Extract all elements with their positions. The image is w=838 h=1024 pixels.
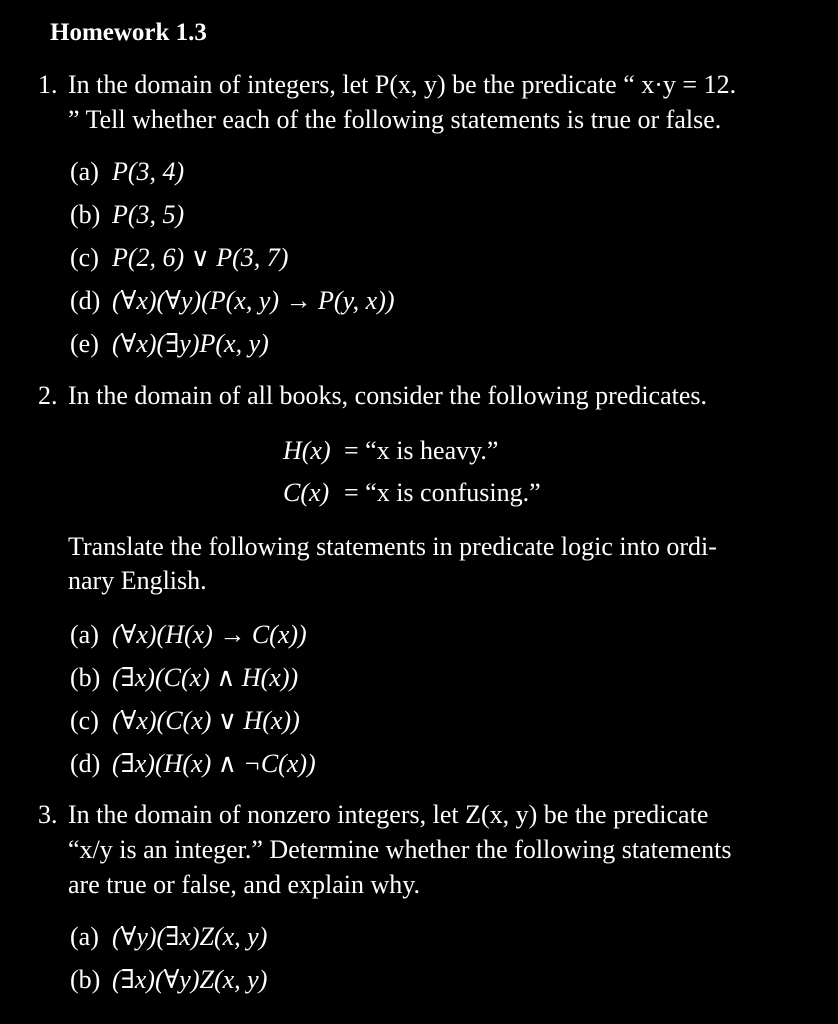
definition-lhs: C(x) bbox=[283, 478, 330, 507]
definition-rhs: = “x is confusing.” bbox=[344, 478, 541, 507]
item-expression: (∃x)(C(x) ∧ H(x)) bbox=[112, 663, 299, 692]
item-label: (b) bbox=[70, 200, 101, 229]
item-label: (b) bbox=[70, 965, 101, 994]
item-label: (a) bbox=[70, 922, 99, 951]
item-label: (c) bbox=[70, 706, 99, 735]
item-expression: (∀x)(C(x) ∨ H(x)) bbox=[112, 706, 300, 735]
item-expression: (∃x)(∀y)Z(x, y) bbox=[112, 965, 268, 994]
problem-number: 3. bbox=[38, 800, 58, 829]
item-expression: (∀x)(H(x) → C(x)) bbox=[112, 620, 307, 649]
problem-text: ” Tell whether each of the following statements is true or false. bbox=[68, 105, 722, 134]
item-expression: P(3, 5) bbox=[112, 200, 185, 229]
problem-text: are true or false, and explain why. bbox=[68, 870, 421, 899]
problem-text: Translate the following statements in predicate logic into ordi- bbox=[68, 532, 717, 561]
problem-text: “x/y is an integer.” Determine whether the following statements bbox=[68, 835, 732, 864]
item-expression: P(2, 6) ∨ P(3, 7) bbox=[112, 243, 289, 272]
problem-number: 1. bbox=[38, 70, 58, 99]
item-label: (c) bbox=[70, 243, 99, 272]
problem-text: In the domain of integers, let P(x, y) be the predicate “ x·y = 12. bbox=[68, 70, 737, 99]
problem-number: 2. bbox=[38, 381, 58, 410]
item-expression: (∀y)(∃x)Z(x, y) bbox=[112, 922, 268, 951]
item-expression: (∃x)(H(x) ∧ ¬C(x)) bbox=[112, 749, 316, 778]
item-label: (a) bbox=[70, 620, 99, 649]
item-label: (d) bbox=[70, 749, 101, 778]
item-expression: P(3, 4) bbox=[112, 157, 185, 186]
definition-rhs: = “x is heavy.” bbox=[344, 436, 499, 465]
item-label: (a) bbox=[70, 157, 99, 186]
problem-text: nary English. bbox=[68, 566, 207, 595]
item-expression: (∀x)(∀y)(P(x, y) → P(y, x)) bbox=[112, 286, 395, 315]
item-label: (d) bbox=[70, 286, 101, 315]
item-expression: (∀x)(∃y)P(x, y) bbox=[112, 329, 269, 358]
page-title: Homework 1.3 bbox=[50, 19, 207, 46]
item-label: (b) bbox=[70, 663, 101, 692]
definition-lhs: H(x) bbox=[283, 436, 331, 465]
problem-text: In the domain of all books, consider the following predicates. bbox=[68, 381, 708, 410]
item-label: (e) bbox=[70, 329, 99, 358]
problem-text: In the domain of nonzero integers, let Z(x, y) be the predicate bbox=[68, 800, 709, 829]
